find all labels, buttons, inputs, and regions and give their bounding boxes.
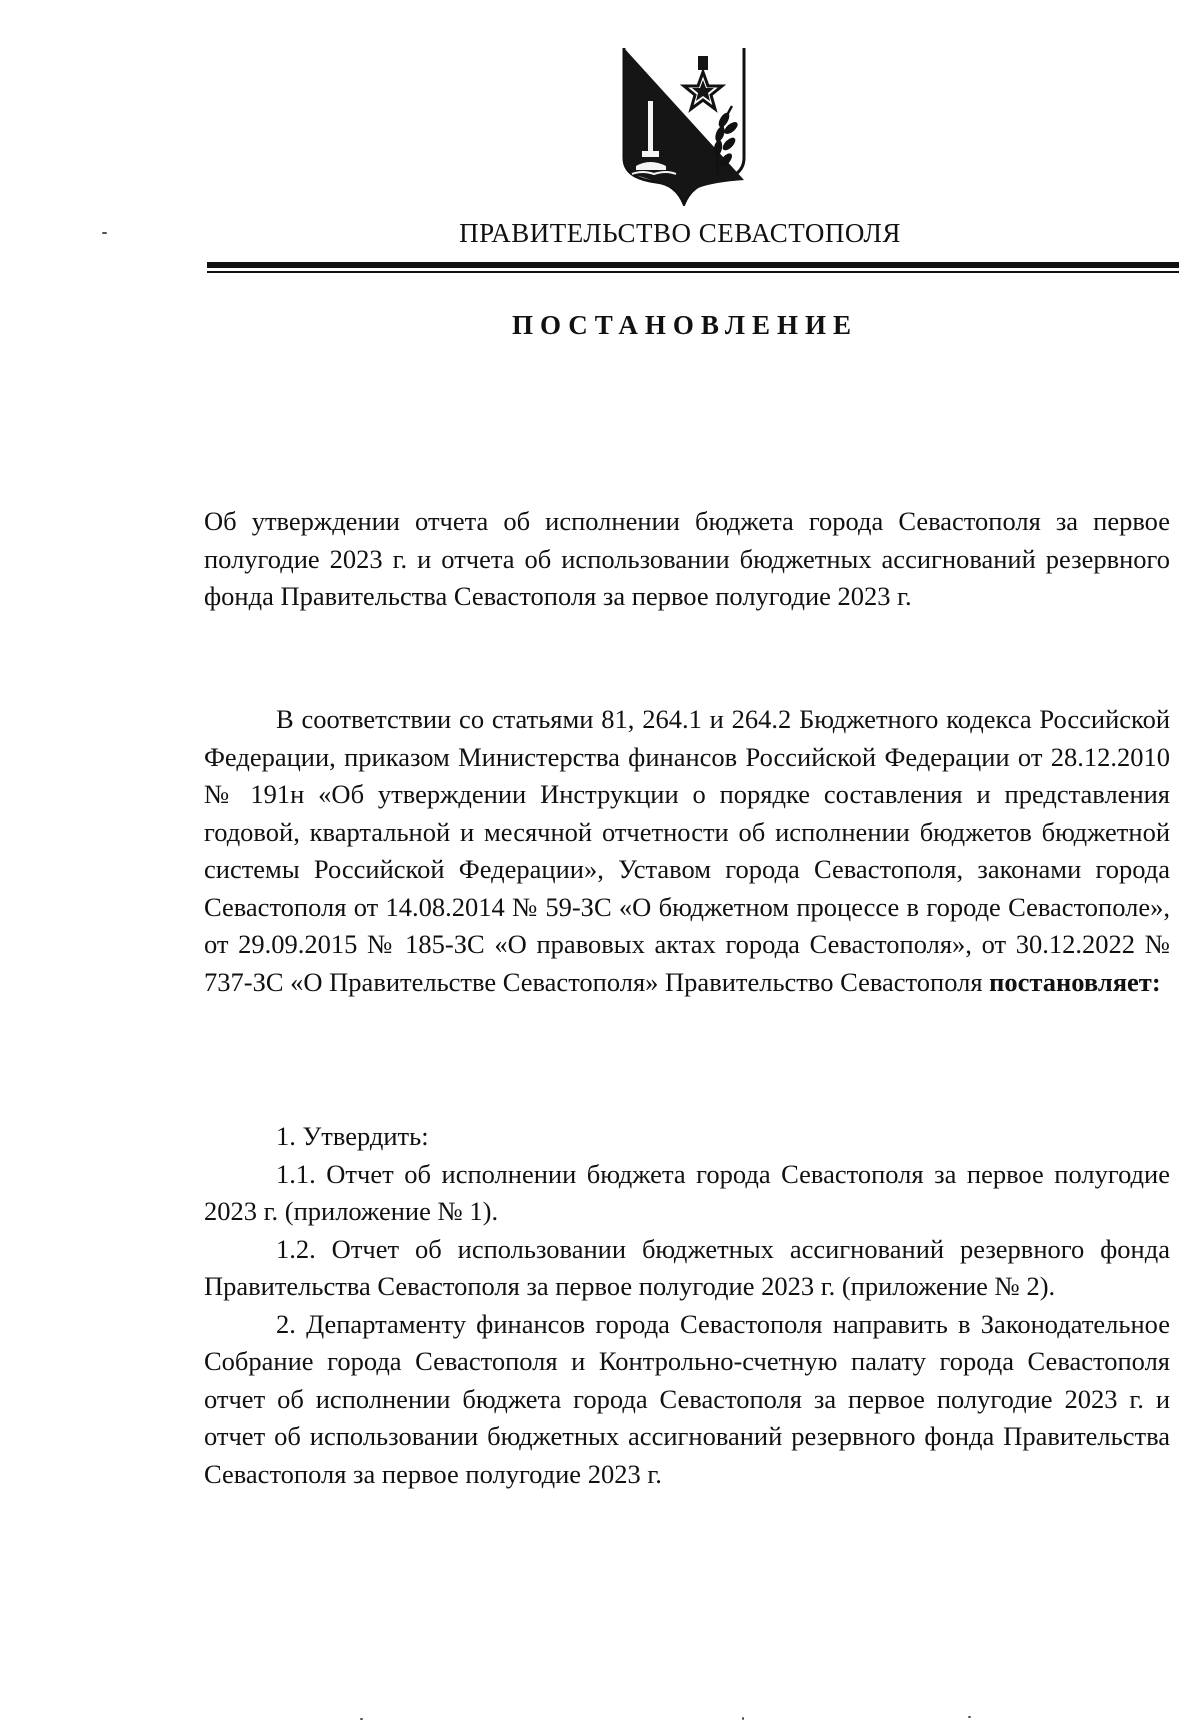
resolution-items — [204, 1118, 1170, 1493]
resolves-word: постановляет: — [989, 966, 1161, 997]
scan-speck — [360, 1718, 363, 1720]
item-1-2: 1.2. Отчет об использовании бюджетных ассигнований резервного фонда Правительства Севастополя за первое полугодие 2023 г. (приложение № 2). — [204, 1233, 1170, 1301]
scan-speck — [742, 1717, 744, 1720]
document-type-heading: ПОСТАНОВЛЕНИЕ — [511, 310, 859, 340]
legal-basis-paragraph — [204, 701, 1170, 1001]
header-rule-thin — [207, 271, 1179, 273]
legal-basis-text: В соответствии со статьями 81, 264.1 и 264.2 Бюджетного кодекса Российской Федерации, приказом Министерства финансов Российской Федерации от 28.12.2010 № 191н «Об утверждении Инструкции о порядке составления и представления годовой, квартальной и месячной отчетности об исполнении бюджетов бюджетной системы Российской Федерации», Уставом города Севастополя, законами города Севастополя от 14.08.2014 № 59-ЗС «О бюджетном процессе в городе Севастополе», от 29.09.2015 № 185-ЗС «О правовых актах города Севастополя», от 30.12.2022 № 737-ЗС «О Правительстве Севастополя» Правительство Севастополя — [204, 704, 1170, 997]
scan-speck — [102, 232, 107, 234]
item-1-1: 1.1. Отчет об исполнении бюджета города Севастополя за первое полугодие 2023 г. (приложение № 1). — [204, 1158, 1170, 1226]
header-rule-thick — [207, 262, 1179, 268]
scan-speck — [968, 1716, 971, 1718]
coat-of-arms-icon — [614, 46, 754, 206]
item-2: 2. Департаменту финансов города Севастополя направить в Законодательное Собрание города Севастополя и Контрольно-счетную палату города Севастополя отчет об исполнении бюджета города Севастополя за первое полугодие 2023 г. и отчет об использовании бюджетных ассигнований резервного фонда Правительства Севастополя за первое полугодие 2023 г. — [204, 1308, 1170, 1489]
item-1: 1. Утвердить: — [276, 1121, 429, 1151]
organization-title: ПРАВИТЕЛЬСТВО СЕВАСТОПОЛЯ — [459, 218, 901, 248]
document-subject: Об утверждении отчета об исполнении бюджета города Севастополя за первое полугодие 2023 г. и отчета об использовании бюджетных ассигнований резервного фонда Правительства Севастополя за первое полугодие 2023 г. — [204, 506, 1170, 611]
